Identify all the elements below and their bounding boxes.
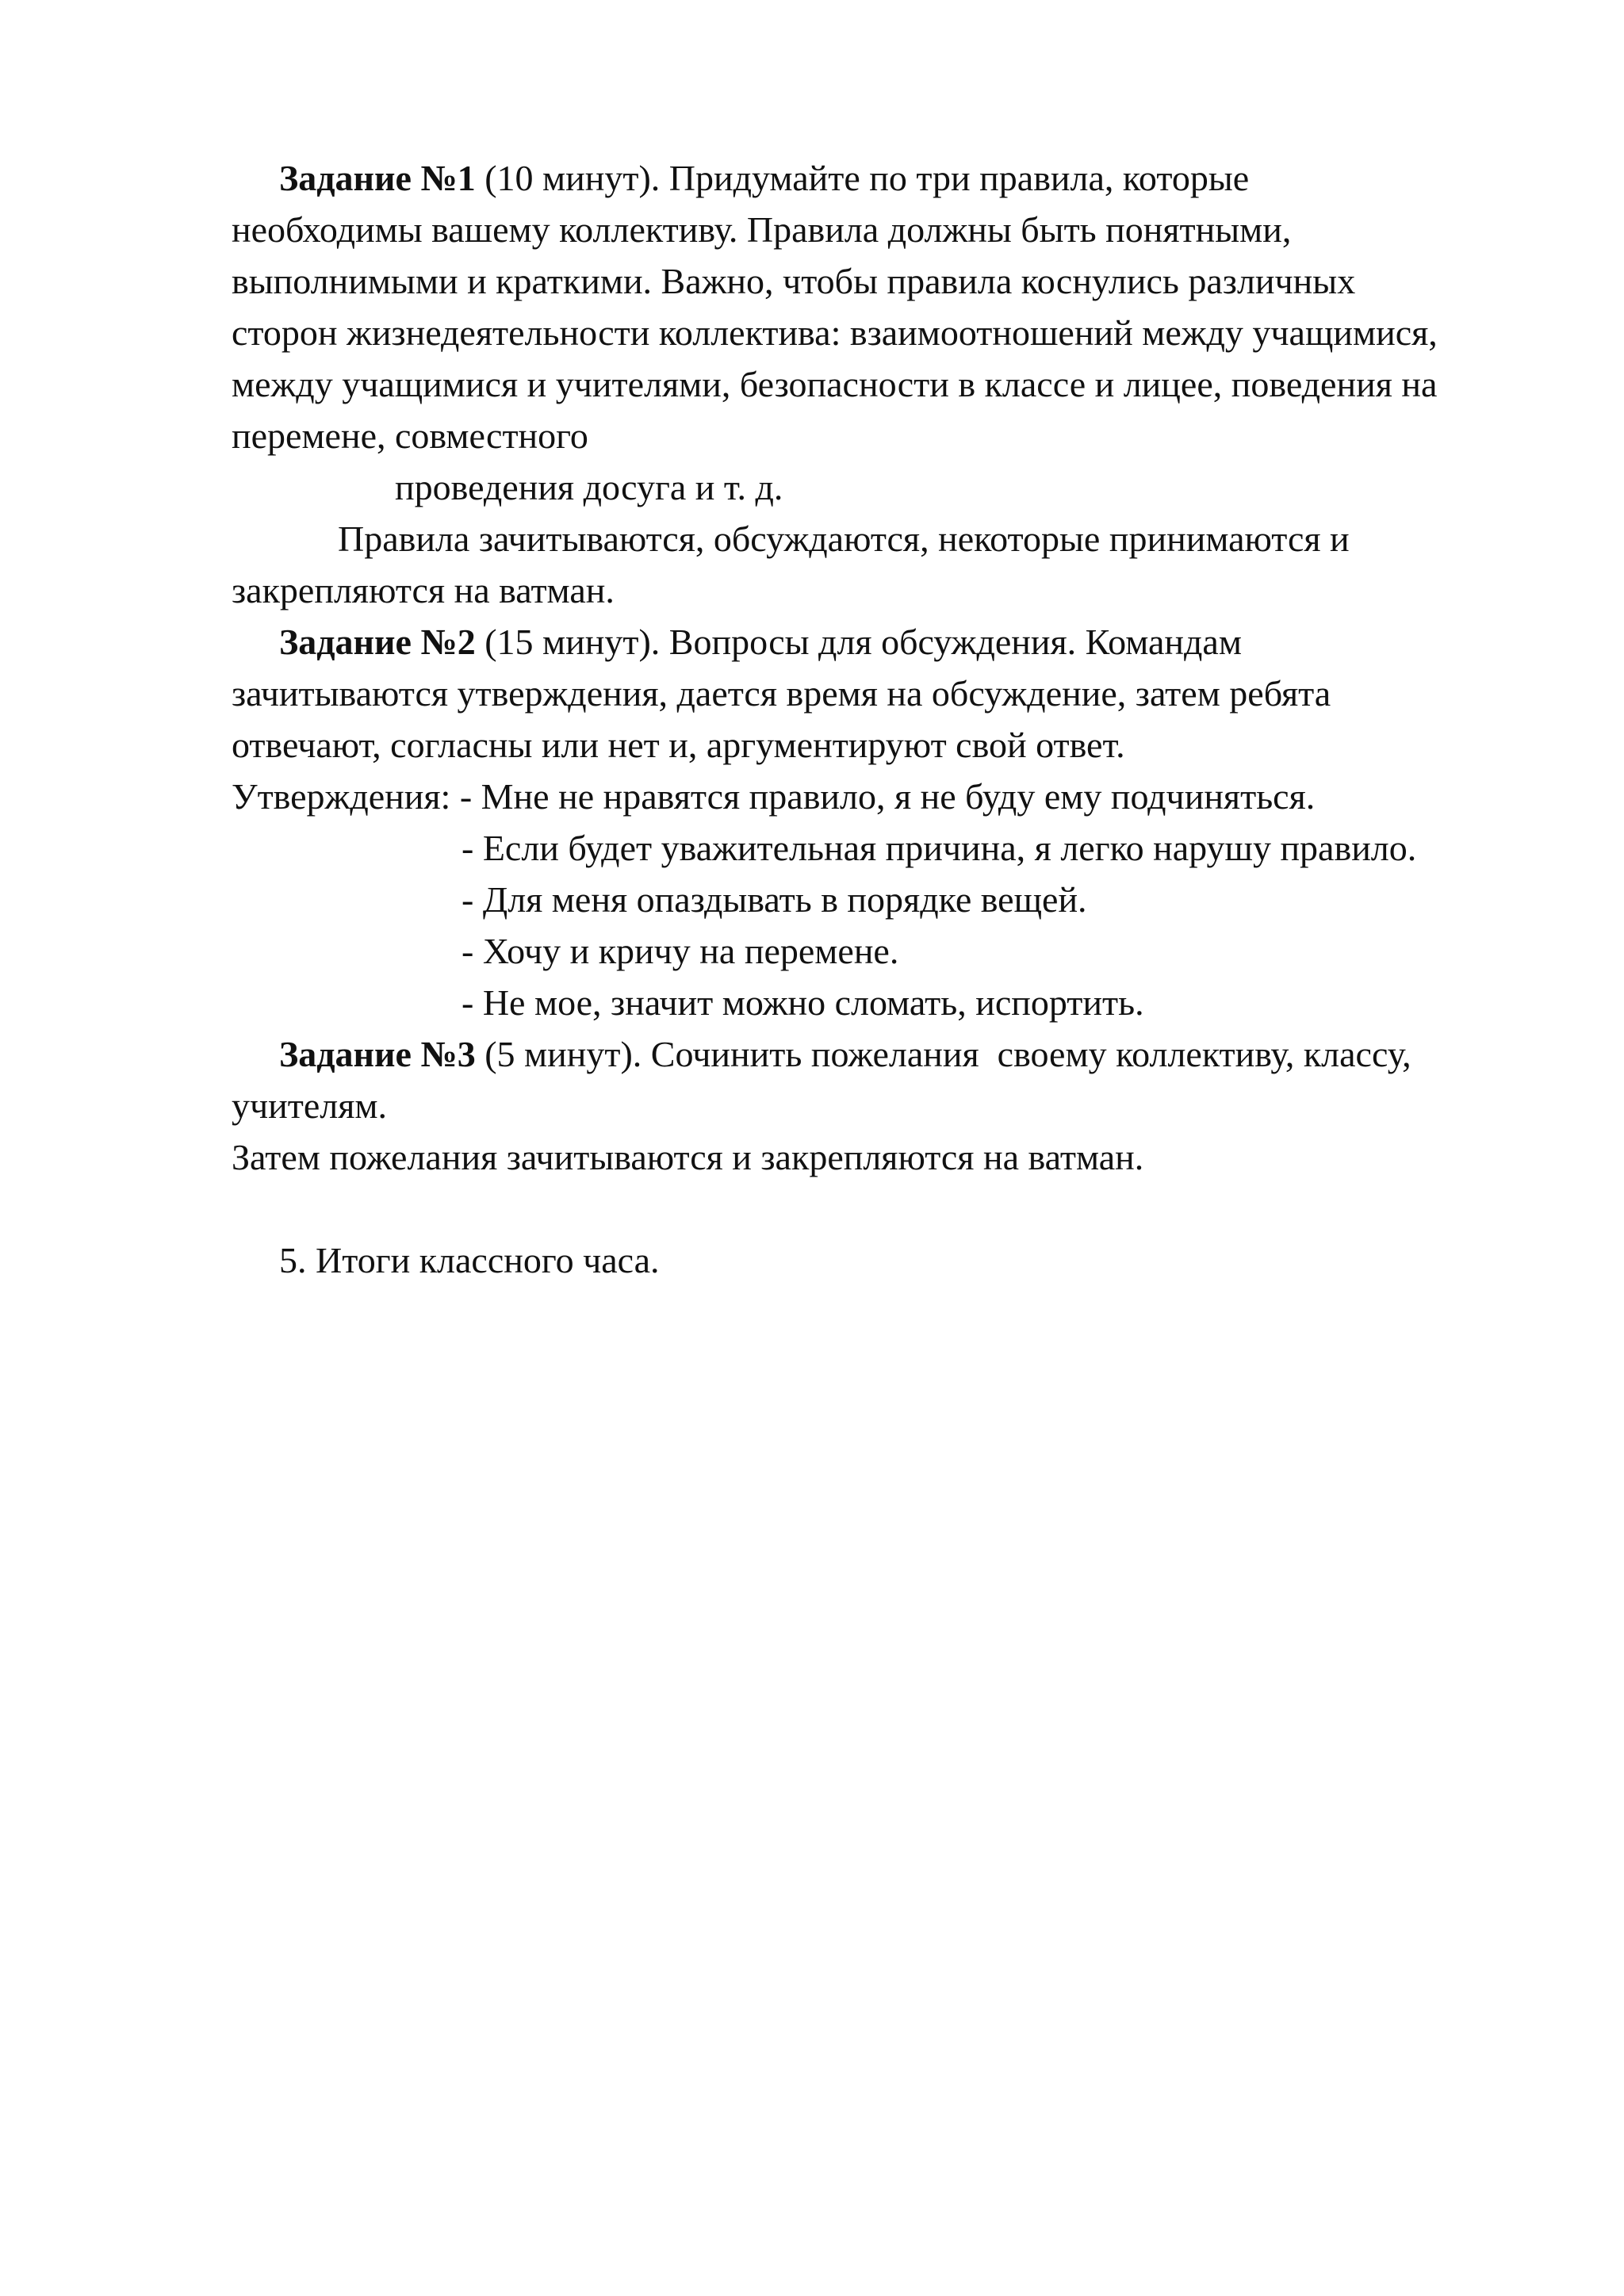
task2-line3: отвечают, согласны или нет и, аргументируют свой ответ. xyxy=(232,725,1125,765)
statement-item: - Для меня опаздывать в порядке вещей. xyxy=(462,879,1087,920)
statements-label: Утверждения: xyxy=(232,776,460,817)
task3-line1 xyxy=(232,1028,1548,1080)
task2-line1-text: (15 минут). Вопросы для обсуждения. Командам xyxy=(475,622,1242,662)
task1-line1 xyxy=(232,152,1548,204)
task1-line8: Правила зачитываются, обсуждаются, некоторые принимаются и xyxy=(338,519,1350,559)
task2-line2: зачитываются утверждения, дается время на обсуждение, затем ребята xyxy=(232,673,1331,714)
statement-item: - Если будет уважительная причина, я легко нарушу правило. xyxy=(462,828,1417,868)
statement-item: - Хочу и кричу на перемене. xyxy=(462,931,899,971)
task1-heading: Задание №1 xyxy=(279,158,476,198)
statements-first-line xyxy=(232,771,1548,822)
task1-line9: закрепляются на ватман. xyxy=(232,570,615,610)
document-body xyxy=(232,152,1548,1286)
blank-line xyxy=(232,1183,1548,1234)
statement-item: - Не мое, значит можно сломать, испортить. xyxy=(462,982,1144,1023)
task1-line1-text: (10 минут). Придумайте по три правила, которые xyxy=(475,158,1250,198)
task1-line5: между учащимися и учителями, безопасности в классе и лицее, поведения на xyxy=(232,364,1438,404)
task2-heading: Задание №2 xyxy=(279,622,476,662)
task3-line2: учителям. xyxy=(232,1085,387,1126)
task3-heading: Задание №3 xyxy=(279,1034,476,1074)
task3-line3: Затем пожелания зачитываются и закрепляются на ватман. xyxy=(232,1137,1144,1177)
task1-line2: необходимы вашему коллективу. Правила должны быть понятными, xyxy=(232,209,1292,250)
task1-line3: выполнимыми и краткими. Важно, чтобы правила коснулись различных xyxy=(232,261,1356,301)
statement-item: - Мне не нравятся правило, я не буду ему подчиняться. xyxy=(459,776,1316,817)
summary-item: 5. Итоги классного часа. xyxy=(279,1240,660,1280)
task3-line1-text: (5 минут). Сочинить пожелания своему коллективу, классу, xyxy=(475,1034,1411,1074)
task1-line6: перемене, совместного xyxy=(232,415,588,456)
task1-line7: проведения досуга и т. д. xyxy=(395,467,783,507)
task2-line1 xyxy=(232,616,1548,668)
task1-line4: сторон жизнедеятельности коллектива: взаимоотношений между учащимися, xyxy=(232,312,1438,353)
